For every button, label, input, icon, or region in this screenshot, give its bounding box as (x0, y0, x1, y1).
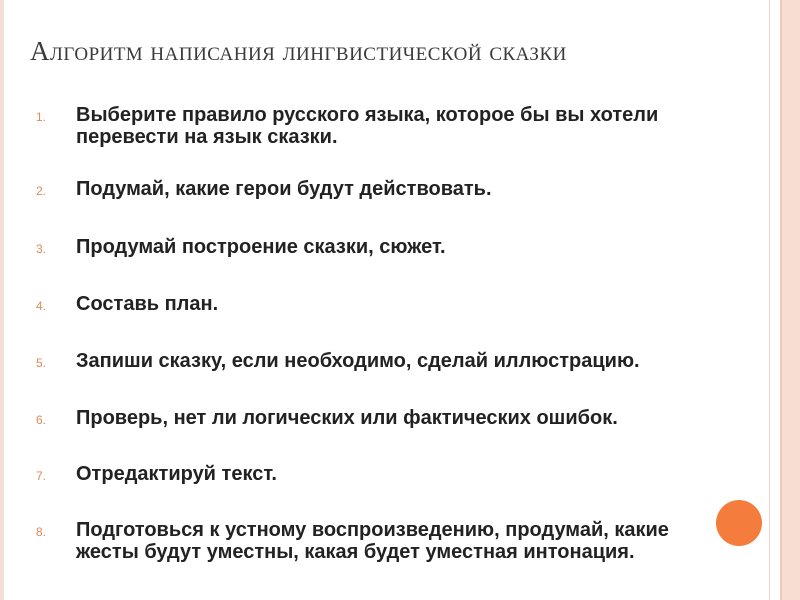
list-item-5 (36, 350, 736, 407)
right-border-stripe-decoration (782, 0, 800, 600)
right-border-line-decoration (769, 0, 770, 600)
list-item-text: Продумай построение сказки, сюжет. (76, 236, 446, 258)
list-item-number: 5. (36, 356, 47, 370)
list-item-8 (36, 519, 736, 579)
list-item-number: 4. (36, 299, 47, 313)
list-item-7 (36, 463, 736, 519)
list-item-3 (36, 236, 736, 293)
list-item-text: Подумай, какие герои будут действовать. (76, 178, 492, 200)
list-item-6 (36, 407, 736, 463)
list-item-number: 3. (36, 242, 47, 256)
list-item-1 (36, 104, 736, 178)
left-border-decoration (0, 0, 4, 600)
list-item-number: 1. (36, 110, 47, 124)
list-item-text: Выберите правило русского языка, которое бы вы хотели перевести на язык сказки. (76, 104, 659, 148)
list-item-number: 2. (36, 184, 47, 198)
list-item-number: 6. (36, 413, 47, 427)
list-item-text: Проверь, нет ли логических или фактических ошибок. (76, 407, 618, 429)
slide-title: Алгоритм написания лингвистической сказки (30, 36, 567, 66)
list-item-4 (36, 293, 736, 350)
list-item-text: Подготовься к устному воспроизведению, продумай, какие жесты будут уместны, какая будет уместная интонация. (76, 519, 669, 563)
list-item-2 (36, 178, 736, 236)
list-item-text: Запиши сказку, если необходимо, сделай иллюстрацию. (76, 350, 640, 372)
list-item-text: Отредактируй текст. (76, 463, 277, 485)
list-item-text: Составь план. (76, 293, 219, 315)
list-item-number: 7. (36, 469, 47, 483)
list-item-number: 8. (36, 525, 47, 539)
orange-circle-decoration (716, 500, 762, 546)
algorithm-steps-list (36, 104, 736, 579)
